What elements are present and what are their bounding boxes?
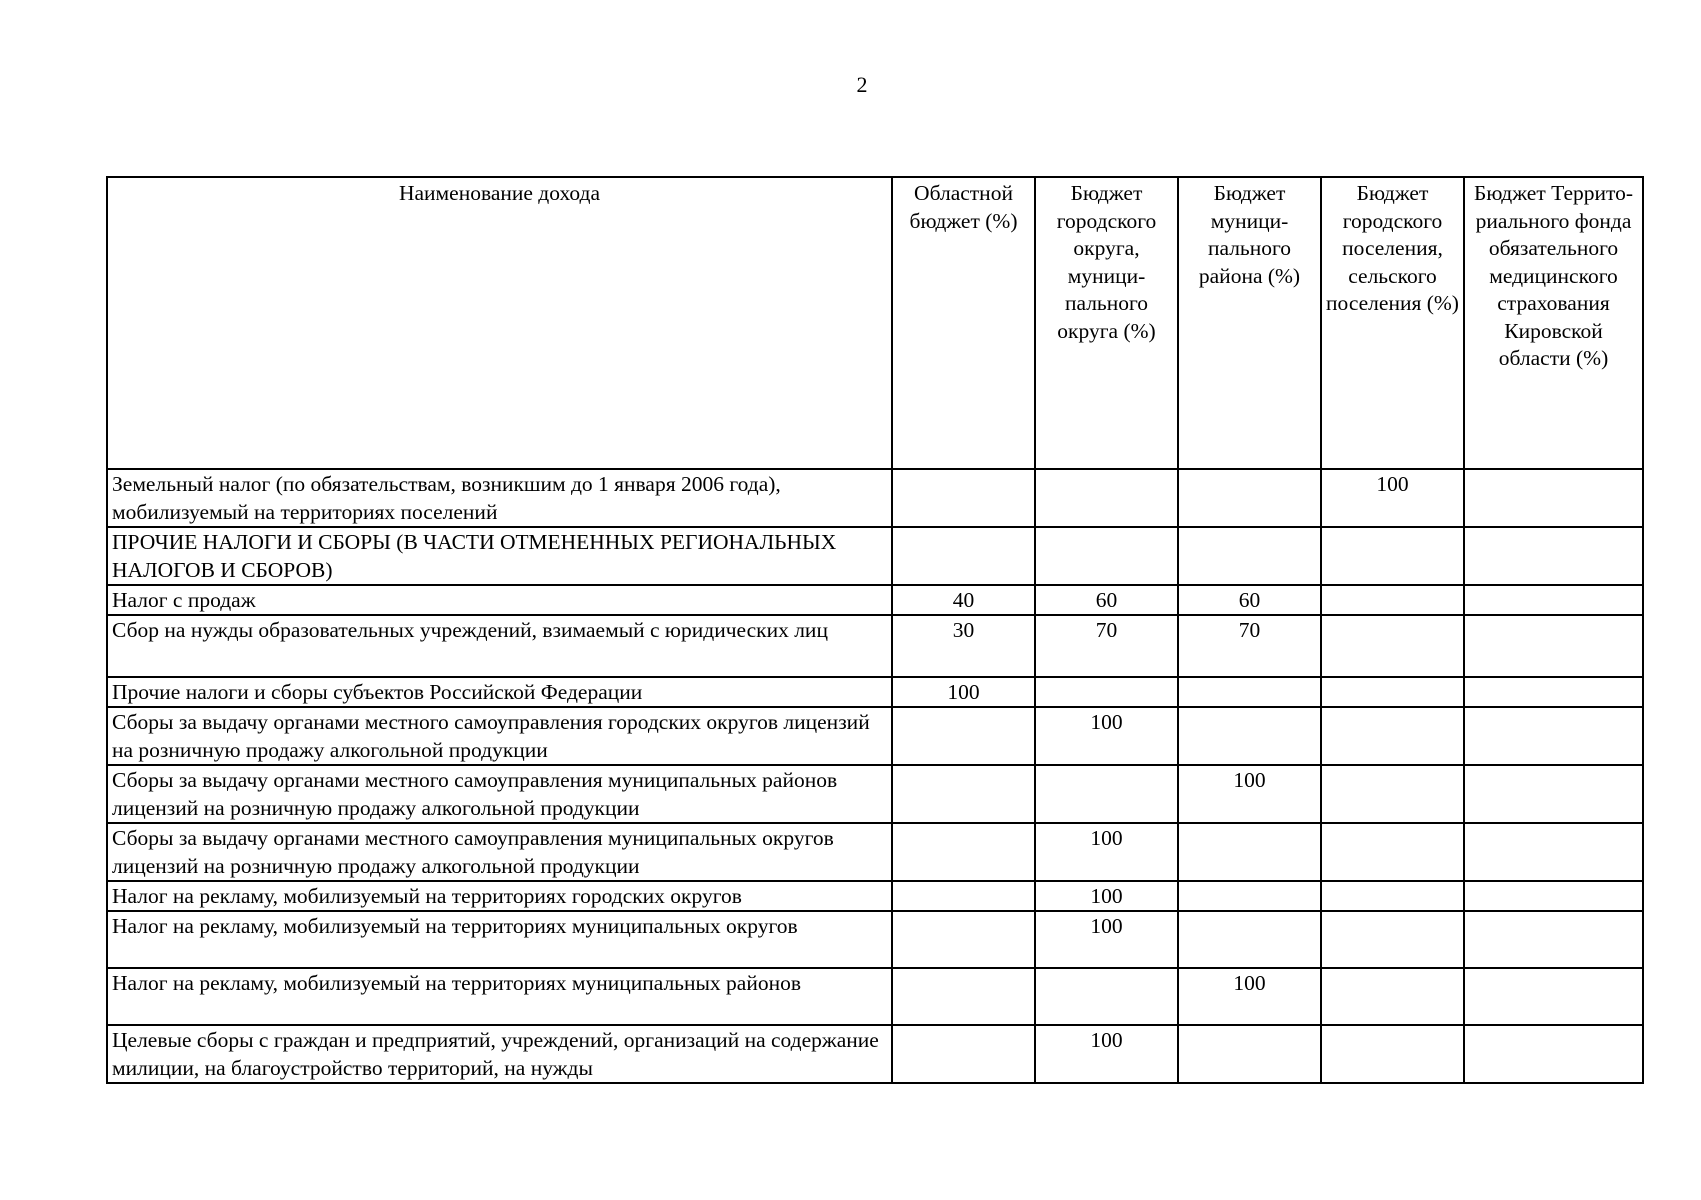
table-row	[107, 765, 1643, 823]
row-city-district-value: 60	[1035, 585, 1178, 615]
row-city-district-value	[1035, 469, 1178, 527]
row-municipal-district-value	[1178, 469, 1321, 527]
row-regional-value	[892, 765, 1035, 823]
row-municipal-district-value: 100	[1178, 765, 1321, 823]
row-regional-value	[892, 968, 1035, 1025]
row-municipal-district-value	[1178, 707, 1321, 765]
row-medical-fund-value	[1464, 881, 1643, 911]
row-medical-fund-value	[1464, 527, 1643, 585]
row-city-district-value	[1035, 765, 1178, 823]
row-settlement-value	[1321, 677, 1464, 707]
row-medical-fund-value	[1464, 469, 1643, 527]
header-regional-budget: Областной бюджет (%)	[892, 177, 1035, 469]
row-regional-value	[892, 707, 1035, 765]
row-settlement-value	[1321, 881, 1464, 911]
row-income-name: Прочие налоги и сборы субъектов Российской Федерации	[107, 677, 892, 707]
row-city-district-value: 100	[1035, 881, 1178, 911]
row-income-name: Сборы за выдачу органами местного самоуправления городских округов лицензий на розничную продажу алкогольной продукции	[107, 707, 892, 765]
row-regional-value	[892, 823, 1035, 881]
table-row	[107, 881, 1643, 911]
row-city-district-value: 100	[1035, 823, 1178, 881]
row-income-name: Налог на рекламу, мобилизуемый на территориях муниципальных районов	[107, 968, 892, 1025]
header-medical-insurance-fund-budget: Бюджет Террито-риального фонда обязательного медицинского страхования Кировской области (%)	[1464, 177, 1643, 469]
row-city-district-value: 100	[1035, 911, 1178, 968]
table-row	[107, 707, 1643, 765]
row-municipal-district-value: 70	[1178, 615, 1321, 677]
row-regional-value	[892, 1025, 1035, 1083]
row-regional-value	[892, 881, 1035, 911]
row-settlement-value	[1321, 527, 1464, 585]
row-municipal-district-value: 60	[1178, 585, 1321, 615]
row-medical-fund-value	[1464, 1025, 1643, 1083]
row-medical-fund-value	[1464, 677, 1643, 707]
row-income-name: ПРОЧИЕ НАЛОГИ И СБОРЫ (В ЧАСТИ ОТМЕНЕННЫХ РЕГИОНАЛЬНЫХ НАЛОГОВ И СБОРОВ)	[107, 527, 892, 585]
table-row	[107, 615, 1643, 677]
row-municipal-district-value: 100	[1178, 968, 1321, 1025]
row-municipal-district-value	[1178, 677, 1321, 707]
row-medical-fund-value	[1464, 911, 1643, 968]
row-city-district-value: 100	[1035, 1025, 1178, 1083]
row-city-district-value: 100	[1035, 707, 1178, 765]
row-income-name: Налог на рекламу, мобилизуемый на территориях муниципальных округов	[107, 911, 892, 968]
row-regional-value	[892, 911, 1035, 968]
row-income-name: Сборы за выдачу органами местного самоуправления муниципальных округов лицензий на розничную продажу алкогольной продукции	[107, 823, 892, 881]
row-settlement-value	[1321, 911, 1464, 968]
row-medical-fund-value	[1464, 615, 1643, 677]
row-income-name: Сбор на нужды образовательных учреждений, взимаемый с юридических лиц	[107, 615, 892, 677]
table-header-row	[107, 177, 1643, 469]
table-row	[107, 823, 1643, 881]
table-row	[107, 677, 1643, 707]
row-income-name: Земельный налог (по обязательствам, возникшим до 1 января 2006 года), мобилизуемый на территориях поселений	[107, 469, 892, 527]
header-settlement-budget: Бюджет городского поселения, сельского поселения (%)	[1321, 177, 1464, 469]
header-city-district-budget: Бюджет городского округа, муници-пального округа (%)	[1035, 177, 1178, 469]
row-settlement-value	[1321, 707, 1464, 765]
table-row	[107, 911, 1643, 968]
row-regional-value: 30	[892, 615, 1035, 677]
row-settlement-value	[1321, 585, 1464, 615]
row-municipal-district-value	[1178, 823, 1321, 881]
row-settlement-value	[1321, 765, 1464, 823]
row-municipal-district-value	[1178, 881, 1321, 911]
row-municipal-district-value	[1178, 1025, 1321, 1083]
row-city-district-value	[1035, 677, 1178, 707]
row-municipal-district-value	[1178, 911, 1321, 968]
row-city-district-value	[1035, 527, 1178, 585]
row-regional-value: 100	[892, 677, 1035, 707]
row-settlement-value: 100	[1321, 469, 1464, 527]
row-income-name: Целевые сборы с граждан и предприятий, учреждений, организаций на содержание милиции, на благоустройство территорий, на нужды	[107, 1025, 892, 1083]
row-medical-fund-value	[1464, 707, 1643, 765]
row-income-name: Налог с продаж	[107, 585, 892, 615]
table-row	[107, 968, 1643, 1025]
page-number: 2	[856, 72, 868, 97]
row-settlement-value	[1321, 1025, 1464, 1083]
row-medical-fund-value	[1464, 765, 1643, 823]
row-settlement-value	[1321, 823, 1464, 881]
row-settlement-value	[1321, 968, 1464, 1025]
row-municipal-district-value	[1178, 527, 1321, 585]
row-medical-fund-value	[1464, 823, 1643, 881]
header-income-name: Наименование дохода	[107, 177, 892, 469]
row-regional-value	[892, 527, 1035, 585]
row-regional-value	[892, 469, 1035, 527]
table-row	[107, 469, 1643, 527]
row-regional-value: 40	[892, 585, 1035, 615]
income-distribution-table	[106, 176, 1644, 1084]
table-row	[107, 1025, 1643, 1083]
row-medical-fund-value	[1464, 968, 1643, 1025]
row-city-district-value: 70	[1035, 615, 1178, 677]
row-income-name: Налог на рекламу, мобилизуемый на территориях городских округов	[107, 881, 892, 911]
header-municipal-district-budget: Бюджет муници-пального района (%)	[1178, 177, 1321, 469]
row-city-district-value	[1035, 968, 1178, 1025]
table-row	[107, 585, 1643, 615]
row-settlement-value	[1321, 615, 1464, 677]
row-medical-fund-value	[1464, 585, 1643, 615]
table-row	[107, 527, 1643, 585]
row-income-name: Сборы за выдачу органами местного самоуправления муниципальных районов лицензий на розничную продажу алкогольной продукции	[107, 765, 892, 823]
